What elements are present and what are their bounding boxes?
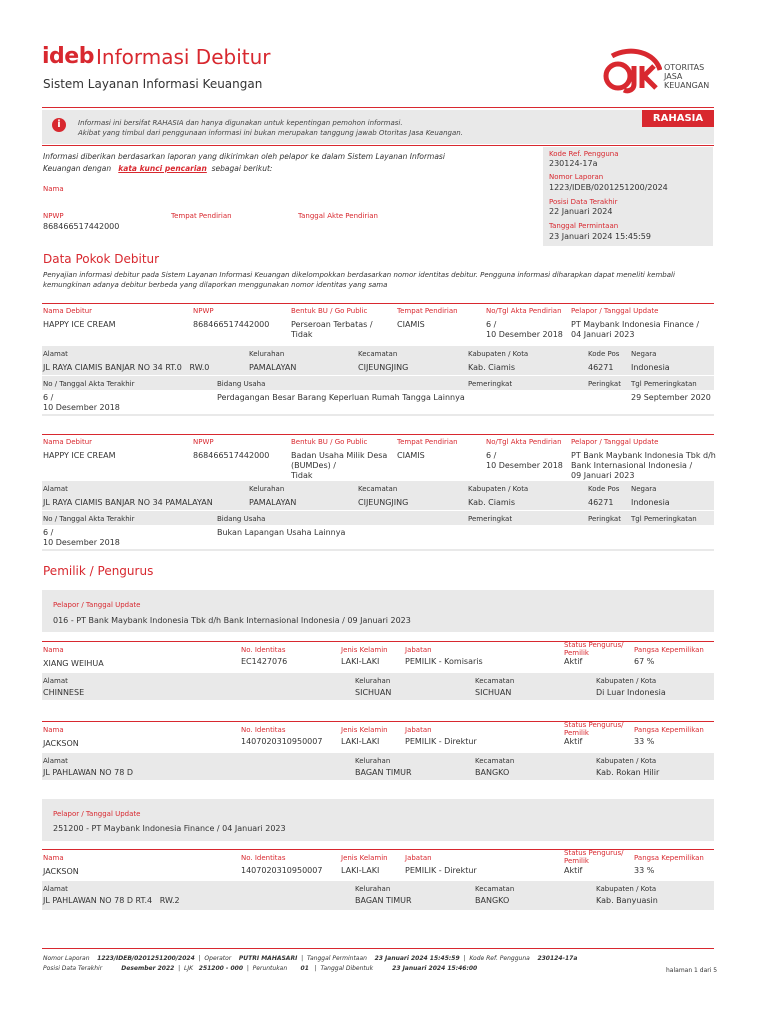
search-tanggal-label: Tanggal Akte Pendirian <box>298 212 378 220</box>
pelapor-line: 04 Januari 2023 <box>571 330 635 339</box>
pelapor-line: PT Maybank Indonesia Finance / <box>571 320 700 329</box>
debitur-akta <box>486 451 563 471</box>
col-label: No. Identitas <box>241 726 286 734</box>
col-label: Kode Pos <box>588 350 620 358</box>
footer-value: 23 Januari 2024 15:46:00 <box>392 965 478 972</box>
footer-label: Tanggal Dibentuk <box>320 965 374 972</box>
search-keyword-link[interactable]: kata kunci pencarian <box>118 164 207 173</box>
pelapor-band <box>42 799 714 841</box>
bentuk-line: Badan Usaha Milik Desa <box>291 451 388 460</box>
footer-row-1: Nomor Laporan 1223/IDEB/0201251200/2024 | Operator PUTRI MAHASARI | Tanggal Permintaan 23 Januari 2024 15:45:59 | Kode Ref. Pengguna 230124-17a <box>43 955 578 962</box>
data-pokok-description <box>43 270 723 290</box>
pengurus-identitas: EC1427076 <box>241 657 288 666</box>
footer-value: 251200 - 000 <box>198 965 244 972</box>
pengurus-pangsa: 33 % <box>634 737 655 746</box>
col-label: Nama <box>43 726 64 734</box>
pengurus-status: Aktif <box>564 657 583 666</box>
debitur-npwp: 868466517442000 <box>193 451 270 460</box>
pengurus-alamat: JL PAHLAWAN NO 78 D RT.4 RW.2 <box>43 896 180 905</box>
footer-label: Operator <box>204 955 232 962</box>
footer-label: Posisi Data Terakhir <box>43 965 103 972</box>
debitur-kabupaten: Kab. Ciamis <box>468 363 516 372</box>
akta-line: 10 Desember 2018 <box>486 330 563 339</box>
nomor-laporan-label: Nomor Laporan <box>549 173 604 181</box>
col-label: Kecamatan <box>358 485 398 493</box>
col-label: Alamat <box>43 350 68 358</box>
debitur-tempat: CIAMIS <box>397 451 425 460</box>
footer-label: Tanggal Permintaan <box>306 955 367 962</box>
col-label: Bidang Usaha <box>217 515 266 523</box>
search-tempat-label: Tempat Pendirian <box>171 212 232 220</box>
bentuk-line: Perseroan Terbatas / <box>291 320 373 329</box>
col-label: Kabupaten / Kota <box>596 677 657 685</box>
posisi-data-value: 22 Januari 2024 <box>549 207 613 216</box>
debitur-tempat: CIAMIS <box>397 320 425 329</box>
col-label: Tempat Pendirian <box>397 438 458 446</box>
page-title: Informasi Debitur <box>96 45 271 69</box>
label-line: Status Pengurus/ <box>564 849 624 857</box>
col-label: Peringkat <box>588 515 621 523</box>
col-label: Pangsa Kepemilikan <box>634 726 704 734</box>
debitur-tgl-peringkat: 29 September 2020 <box>631 393 711 402</box>
footer-row-2: Posisi Data Terakhir Desember 2022 | LJK 251200 - 000 | Peruntukan 01 | Tanggal Dibentuk 23 Januari 2024 15:46:00 <box>43 965 478 972</box>
search-npwp-value: 868466517442000 <box>43 222 120 231</box>
divider <box>42 145 714 146</box>
tanggal-permintaan-label: Tanggal Permintaan <box>549 222 619 230</box>
debitur-npwp: 868466517442000 <box>193 320 270 329</box>
footer-label: Kode Ref. Pengguna <box>469 955 530 962</box>
footer-label: LJK <box>183 965 194 972</box>
divider <box>42 107 714 108</box>
footer-value: Desember 2022 <box>121 965 175 972</box>
pelapor-label: Pelapor / Tanggal Update <box>53 601 141 609</box>
pengurus-alamat: JL PAHLAWAN NO 78 D <box>43 768 134 777</box>
col-label: Kode Pos <box>588 485 620 493</box>
debitur-nama: HAPPY ICE CREAM <box>43 320 116 329</box>
footer-label: Peruntukan <box>252 965 288 972</box>
pengurus-nama: JACKSON <box>43 867 79 876</box>
pelapor-value: 016 - PT Bank Maybank Indonesia Tbk d/h Bank Internasional Indonesia / 09 Januari 2023 <box>53 616 411 625</box>
col-label: Kabupaten / Kota <box>468 485 529 493</box>
pengurus-kelurahan: BAGAN TIMUR <box>355 896 412 905</box>
col-label: Kelurahan <box>249 485 285 493</box>
col-label: Negara <box>631 350 657 358</box>
col-label <box>564 641 623 657</box>
col-label: Jabatan <box>405 854 432 862</box>
label-line: Pemilik <box>564 729 589 737</box>
col-label: Jabatan <box>405 726 432 734</box>
pengurus-kelamin: LAKI-LAKI <box>341 657 380 666</box>
akta-line: 10 Desember 2018 <box>43 538 120 547</box>
footer-value: 01 <box>300 965 309 972</box>
notice-line: Informasi ini bersifat RAHASIA dan hanya digunakan untuk kepentingan pemohon informasi. <box>78 119 403 127</box>
debitur-akta-terakhir <box>43 528 120 548</box>
col-label: Kabupaten / Kota <box>596 757 657 765</box>
col-label: Pelapor / Tanggal Update <box>571 438 659 446</box>
label-line: Pemilik <box>564 649 589 657</box>
col-label: Kabupaten / Kota <box>596 885 657 893</box>
col-label: No / Tanggal Akta Terakhir <box>43 380 135 388</box>
debitur-bidang-usaha: Bukan Lapangan Usaha Lainnya <box>217 528 346 537</box>
pengurus-kabupaten: Kab. Banyuasin <box>596 896 658 905</box>
col-label: NPWP <box>193 438 214 446</box>
debitur-bidang-usaha: Perdagangan Besar Barang Keperluan Rumah Tangga Lainnya <box>217 393 465 402</box>
info-icon: i <box>52 118 66 132</box>
footer-value: 23 Januari 2024 15:45:59 <box>374 955 460 962</box>
bentuk-line: (BUMDes) / <box>291 461 336 470</box>
debitur-kabupaten: Kab. Ciamis <box>468 498 516 507</box>
divider <box>42 549 714 551</box>
col-label: Kelurahan <box>355 885 391 893</box>
debitur-kodepos: 46271 <box>588 498 614 507</box>
pengurus-kecamatan: BANGKO <box>475 768 510 777</box>
col-label: Tempat Pendirian <box>397 307 458 315</box>
akta-line: 10 Desember 2018 <box>43 403 120 412</box>
intro-text: sebagai berikut: <box>211 164 273 173</box>
ojk-line: KEUANGAN <box>664 81 710 90</box>
col-label: Kecamatan <box>475 885 515 893</box>
akta-line: 6 / <box>486 451 497 460</box>
akta-line: 6 / <box>486 320 497 329</box>
col-label: No/Tgl Akta Pendirian <box>486 307 562 315</box>
col-label: NPWP <box>193 307 214 315</box>
debitur-negara: Indonesia <box>631 498 670 507</box>
bentuk-line: Tidak <box>291 330 313 339</box>
pengurus-alamat: CHINNESE <box>43 688 85 697</box>
debitur-bentuk <box>291 320 373 340</box>
footer-value: 230124-17a <box>537 955 578 962</box>
search-intro <box>43 151 463 175</box>
debitur-negara: Indonesia <box>631 363 670 372</box>
label-line: Pemilik <box>564 857 589 865</box>
col-label: Pemeringkat <box>468 380 513 388</box>
akta-line: 6 / <box>43 393 54 402</box>
footer-value: PUTRI MAHASARI <box>238 955 298 962</box>
pengurus-kelamin: LAKI-LAKI <box>341 866 380 875</box>
col-label: Alamat <box>43 677 68 685</box>
col-label: Nama <box>43 854 64 862</box>
ojk-line: JASA <box>664 72 683 81</box>
col-label: Pemeringkat <box>468 515 513 523</box>
debitur-pelapor <box>571 320 699 340</box>
debitur-akta <box>486 320 563 340</box>
pengurus-kecamatan: BANGKO <box>475 896 510 905</box>
pengurus-status: Aktif <box>564 737 583 746</box>
search-nama-label: Nama <box>43 185 64 193</box>
pengurus-jabatan: PEMILIK - Direktur <box>405 866 477 875</box>
notice-line: Akibat yang timbul dari penggunaan informasi ini bukan merupakan tanggung jawab Otoritas Jasa Keuangan. <box>78 129 463 137</box>
pengurus-kelamin: LAKI-LAKI <box>341 737 380 746</box>
col-label: Bentuk BU / Go Public <box>291 307 368 315</box>
notice-text <box>78 118 463 138</box>
divider <box>42 414 714 416</box>
intro-line <box>43 163 463 175</box>
rahasia-badge: RAHASIA <box>642 110 714 127</box>
ideb-logo: ideb <box>42 44 94 69</box>
col-label: No / Tanggal Akta Terakhir <box>43 515 135 523</box>
col-label: Jenis Kelamin <box>341 646 388 654</box>
col-label: Pangsa Kepemilikan <box>634 854 704 862</box>
pengurus-kelurahan: SICHUAN <box>355 688 392 697</box>
section-title-data-pokok: Data Pokok Debitur <box>43 252 160 266</box>
col-label <box>564 721 623 737</box>
footer-label: Nomor Laporan <box>43 955 90 962</box>
col-label: Nama <box>43 646 64 654</box>
label-line: Status Pengurus/ <box>564 641 624 649</box>
debitur-kelurahan: PAMALAYAN <box>249 363 297 372</box>
tanggal-permintaan-value: 23 Januari 2024 15:45:59 <box>549 232 651 241</box>
col-label: Tgl Pemeringkatan <box>631 380 697 388</box>
col-label: Alamat <box>43 757 68 765</box>
pengurus-pangsa: 67 % <box>634 657 655 666</box>
debitur-kelurahan: PAMALAYAN <box>249 498 297 507</box>
pengurus-status: Aktif <box>564 866 583 875</box>
posisi-data-label: Posisi Data Terakhir <box>549 198 618 206</box>
pengurus-identitas: 1407020310950007 <box>241 866 323 875</box>
ojk-line: OTORITAS <box>664 63 705 72</box>
col-label: No/Tgl Akta Pendirian <box>486 438 562 446</box>
col-label: Jenis Kelamin <box>341 854 388 862</box>
desc-line: kemungkinan adanya debitur berbeda yang dilaporkan menggunakan nomor identitas yang sama <box>43 281 388 289</box>
divider <box>42 948 714 949</box>
pelapor-value: 251200 - PT Maybank Indonesia Finance / 04 Januari 2023 <box>53 824 286 833</box>
col-label: No. Identitas <box>241 646 286 654</box>
col-label: Kecamatan <box>475 677 515 685</box>
col-label: No. Identitas <box>241 854 286 862</box>
pengurus-jabatan: PEMILIK - Komisaris <box>405 657 483 666</box>
col-label: Kelurahan <box>355 677 391 685</box>
col-label: Tgl Pemeringkatan <box>631 515 697 523</box>
col-label: Kelurahan <box>355 757 391 765</box>
col-label: Kecamatan <box>475 757 515 765</box>
col-label: Jabatan <box>405 646 432 654</box>
debitur-akta-terakhir <box>43 393 120 413</box>
col-label: Peringkat <box>588 380 621 388</box>
debitur-bentuk <box>291 451 387 481</box>
pengurus-pangsa: 33 % <box>634 866 655 875</box>
col-label: Nama Debitur <box>43 438 93 446</box>
desc-line: Penyajian informasi debitur pada Sistem Layanan Informasi Keuangan dikelompokkan berdasarkan nomor identitas debitur. Pengguna informasi diharapkan dapat meneliti kembali <box>43 271 675 279</box>
akta-line: 10 Desember 2018 <box>486 461 563 470</box>
footer-value: 1223/IDEB/0201251200/2024 <box>97 955 195 962</box>
kode-ref-label: Kode Ref. Pengguna <box>549 150 619 158</box>
page-subtitle: Sistem Layanan Informasi Keuangan <box>43 77 263 91</box>
pengurus-jabatan: PEMILIK - Direktur <box>405 737 477 746</box>
col-label: Kecamatan <box>358 350 398 358</box>
debitur-alamat: JL RAYA CIAMIS BANJAR NO 34 RT.0 RW.0 <box>43 363 210 372</box>
debitur-alamat: JL RAYA CIAMIS BANJAR NO 34 PAMALAYAN <box>43 498 213 507</box>
pengurus-identitas: 1407020310950007 <box>241 737 323 746</box>
col-label: Pelapor / Tanggal Update <box>571 307 659 315</box>
col-label: Alamat <box>43 485 68 493</box>
kode-ref-value: 230124-17a <box>549 159 598 168</box>
nomor-laporan-value: 1223/IDEB/0201251200/2024 <box>549 183 668 192</box>
pelapor-line: Bank Internasional Indonesia / <box>571 461 693 470</box>
col-label: Nama Debitur <box>43 307 93 315</box>
divider <box>42 434 714 435</box>
pengurus-kabupaten: Kab. Rokan Hilir <box>596 768 660 777</box>
debitur-pelapor <box>571 451 716 481</box>
col-label: Pangsa Kepemilikan <box>634 646 704 654</box>
col-label: Jenis Kelamin <box>341 726 388 734</box>
debitur-kecamatan: CIJEUNGJING <box>358 498 409 507</box>
section-title-pemilik: Pemilik / Pengurus <box>43 564 154 578</box>
bentuk-line: Tidak <box>291 471 313 480</box>
pengurus-kelurahan: BAGAN TIMUR <box>355 768 412 777</box>
col-label: Kabupaten / Kota <box>468 350 529 358</box>
debitur-kodepos: 46271 <box>588 363 614 372</box>
pengurus-nama: JACKSON <box>43 739 79 748</box>
search-npwp-label: NPWP <box>43 212 64 220</box>
pelapor-label: Pelapor / Tanggal Update <box>53 810 141 818</box>
pengurus-kabupaten: Di Luar Indonesia <box>596 688 666 697</box>
pelapor-line: 09 Januari 2023 <box>571 471 635 480</box>
debitur-kecamatan: CIJEUNGJING <box>358 363 409 372</box>
intro-line: Informasi diberikan berdasarkan laporan yang dikirimkan oleh pelapor ke dalam Sistem Layanan Informasi <box>43 152 445 161</box>
pengurus-kecamatan: SICHUAN <box>475 688 512 697</box>
col-label: Kelurahan <box>249 350 285 358</box>
pelapor-line: PT Bank Maybank Indonesia Tbk d/h <box>571 451 716 460</box>
intro-text: Keuangan dengan <box>43 164 112 173</box>
page-number: halaman 1 dari 5 <box>666 967 718 974</box>
label-line: Status Pengurus/ <box>564 721 624 729</box>
col-label <box>564 849 623 865</box>
divider <box>42 303 714 304</box>
ojk-wordmark <box>664 63 709 90</box>
pengurus-nama: XIANG WEIHUA <box>43 659 104 668</box>
ojk-logo-icon <box>600 48 662 94</box>
debitur-nama: HAPPY ICE CREAM <box>43 451 116 460</box>
col-label: Alamat <box>43 885 68 893</box>
col-label: Bidang Usaha <box>217 380 266 388</box>
col-label: Negara <box>631 485 657 493</box>
col-label: Bentuk BU / Go Public <box>291 438 368 446</box>
akta-line: 6 / <box>43 528 54 537</box>
